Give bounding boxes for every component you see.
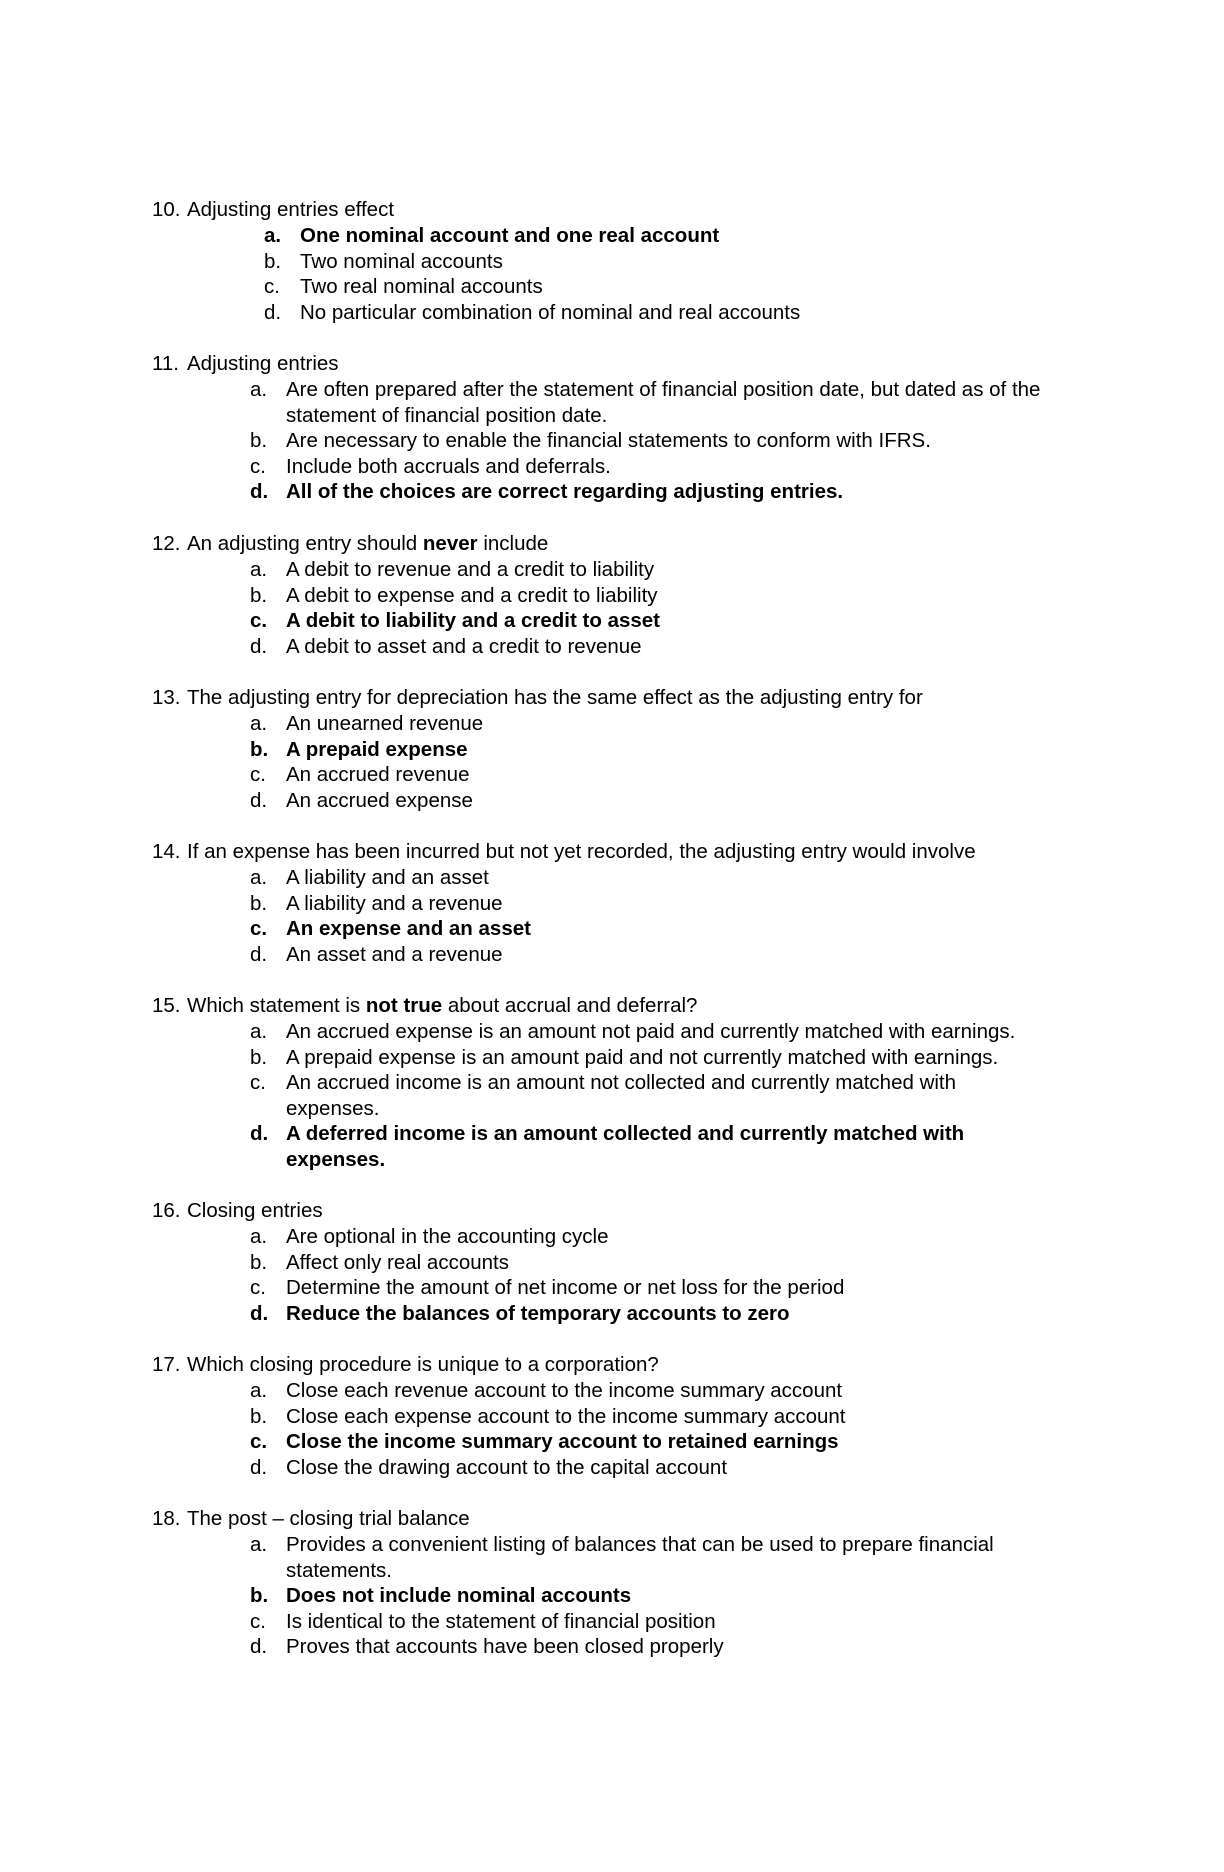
option-letter: b. bbox=[250, 1584, 269, 1608]
option-text: Are necessary to enable the financial statements to conform with IFRS. bbox=[286, 429, 931, 453]
option-list bbox=[0, 223, 1224, 325]
option-list bbox=[0, 557, 1224, 659]
option-text: Reduce the balances of temporary accounts to zero bbox=[286, 1301, 790, 1325]
option-text: Provides a convenient listing of balances that can be used to prepare financial statements. bbox=[286, 1533, 994, 1582]
option-letter: d. bbox=[250, 1122, 269, 1146]
option-b bbox=[0, 249, 1224, 275]
question-number: 17. bbox=[152, 1353, 181, 1376]
option-d bbox=[0, 634, 1224, 660]
option-letter: b. bbox=[250, 891, 268, 915]
option-letter: b. bbox=[250, 1250, 268, 1274]
option-letter: a. bbox=[250, 1225, 268, 1248]
stem-text: Adjusting entries bbox=[187, 352, 339, 375]
option-text: Two nominal accounts bbox=[300, 249, 503, 273]
option-letter: a. bbox=[250, 558, 268, 581]
option-d bbox=[0, 1634, 1224, 1660]
option-letter: d. bbox=[250, 1301, 269, 1325]
option-text: A prepaid expense is an amount paid and not currently matched with earnings. bbox=[286, 1045, 999, 1069]
option-letter: b. bbox=[250, 737, 269, 761]
option-text: Determine the amount of net income or net loss for the period bbox=[286, 1276, 845, 1300]
option-text: A prepaid expense bbox=[286, 737, 468, 761]
option-text: Affect only real accounts bbox=[286, 1250, 509, 1274]
option-text: A debit to liability and a credit to asset bbox=[286, 609, 661, 633]
option-letter: d. bbox=[250, 788, 268, 812]
option-letter: c. bbox=[250, 1071, 266, 1095]
option-b bbox=[0, 583, 1224, 609]
option-c bbox=[0, 1275, 1224, 1301]
option-b bbox=[0, 1045, 1224, 1071]
option-c bbox=[0, 762, 1224, 788]
option-letter: b. bbox=[250, 583, 268, 607]
question-stem bbox=[152, 1352, 659, 1378]
option-letter: d. bbox=[250, 1635, 268, 1659]
option-a bbox=[0, 1378, 1224, 1404]
question-stem bbox=[152, 1506, 470, 1532]
stem-text: If an expense has been incurred but not yet recorded, the adjusting entry would involve bbox=[187, 840, 976, 863]
option-text: An expense and an asset bbox=[286, 917, 531, 941]
option-text: A liability and an asset bbox=[286, 866, 489, 889]
option-d bbox=[0, 1301, 1224, 1327]
option-c bbox=[0, 1609, 1224, 1635]
question-stem bbox=[152, 993, 697, 1019]
option-text: Close each expense account to the income summary account bbox=[286, 1404, 846, 1428]
question-number: 14. bbox=[152, 840, 181, 863]
option-letter: d. bbox=[250, 942, 268, 966]
option-text: All of the choices are correct regarding adjusting entries. bbox=[286, 480, 844, 504]
option-text: One nominal account and one real account bbox=[300, 224, 720, 247]
option-text: A debit to revenue and a credit to liability bbox=[286, 558, 655, 581]
stem-text: include bbox=[477, 532, 549, 555]
option-list bbox=[0, 377, 1224, 505]
option-letter: a. bbox=[250, 1533, 268, 1556]
option-b bbox=[0, 891, 1224, 917]
option-letter: c. bbox=[250, 1430, 268, 1454]
option-text: Include both accruals and deferrals. bbox=[286, 454, 611, 478]
option-b bbox=[0, 1404, 1224, 1430]
option-letter: a. bbox=[250, 712, 268, 735]
option-d bbox=[0, 479, 1224, 505]
option-a bbox=[0, 377, 1224, 428]
option-letter: d. bbox=[264, 300, 282, 324]
option-c bbox=[0, 1429, 1224, 1455]
option-letter: c. bbox=[250, 1609, 266, 1633]
option-text: An asset and a revenue bbox=[286, 942, 503, 966]
option-list bbox=[0, 1532, 1224, 1660]
stem-text: Closing entries bbox=[187, 1199, 323, 1222]
question-number: 13. bbox=[152, 686, 181, 709]
stem-text: Which statement is bbox=[187, 994, 366, 1017]
option-c bbox=[0, 608, 1224, 634]
option-list bbox=[0, 1378, 1224, 1480]
option-letter: a. bbox=[250, 1020, 268, 1043]
option-text: Two real nominal accounts bbox=[300, 275, 543, 299]
option-letter: a. bbox=[264, 224, 282, 247]
option-letter: c. bbox=[264, 275, 280, 299]
option-d bbox=[0, 1121, 1224, 1172]
option-letter: d. bbox=[250, 480, 269, 504]
option-text: An accrued expense is an amount not paid and currently matched with earnings. bbox=[286, 1020, 1016, 1043]
question-number: 11. bbox=[152, 352, 179, 375]
stem-emphasis: not true bbox=[365, 994, 443, 1017]
question-number: 18. bbox=[152, 1507, 181, 1530]
option-c bbox=[0, 916, 1224, 942]
option-d bbox=[0, 942, 1224, 968]
option-letter: b. bbox=[250, 1045, 268, 1069]
option-b bbox=[0, 1250, 1224, 1276]
option-a bbox=[0, 557, 1224, 583]
option-c bbox=[0, 274, 1224, 300]
question-stem bbox=[152, 1198, 323, 1224]
option-letter: c. bbox=[250, 917, 268, 941]
question-number: 16. bbox=[152, 1199, 181, 1222]
option-letter: b. bbox=[264, 249, 282, 273]
option-letter: a. bbox=[250, 378, 268, 401]
option-letter: c. bbox=[250, 1276, 266, 1300]
option-a bbox=[0, 1224, 1224, 1250]
option-text: Close the drawing account to the capital account bbox=[286, 1455, 728, 1479]
option-list bbox=[0, 1019, 1224, 1173]
option-letter: b. bbox=[250, 1404, 268, 1428]
stem-text: An adjusting entry should bbox=[187, 532, 423, 555]
option-letter: c. bbox=[250, 609, 268, 633]
option-text: Close each revenue account to the income summary account bbox=[286, 1379, 843, 1402]
option-b bbox=[0, 428, 1224, 454]
option-letter: a. bbox=[250, 1379, 268, 1402]
option-text: An unearned revenue bbox=[286, 712, 484, 735]
option-list bbox=[0, 865, 1224, 967]
stem-text: Adjusting entries effect bbox=[187, 198, 395, 221]
option-text: Proves that accounts have been closed properly bbox=[286, 1635, 724, 1659]
option-letter: d. bbox=[250, 634, 268, 658]
option-c bbox=[0, 454, 1224, 480]
option-text: Close the income summary account to retained earnings bbox=[286, 1430, 839, 1454]
option-text: A debit to expense and a credit to liability bbox=[286, 583, 658, 607]
option-text: Are optional in the accounting cycle bbox=[286, 1225, 609, 1248]
option-text: An accrued revenue bbox=[286, 763, 470, 787]
option-text: No particular combination of nominal and real accounts bbox=[300, 300, 801, 324]
stem-text: The adjusting entry for depreciation has the same effect as the adjusting entry for bbox=[187, 686, 923, 709]
option-letter: a. bbox=[250, 866, 268, 889]
option-letter: b. bbox=[250, 429, 268, 453]
question-number: 10. bbox=[152, 198, 181, 221]
option-d bbox=[0, 1455, 1224, 1481]
option-list bbox=[0, 1224, 1224, 1326]
question-stem bbox=[152, 531, 548, 557]
question-stem bbox=[152, 685, 923, 711]
option-text: A deferred income is an amount collected and currently matched with expenses. bbox=[286, 1122, 965, 1171]
question-stem bbox=[152, 351, 339, 377]
stem-text: about accrual and deferral? bbox=[442, 994, 698, 1017]
option-text: Are often prepared after the statement of financial position date, but dated as of the statement of financial position date. bbox=[286, 378, 1041, 427]
option-c bbox=[0, 1070, 1224, 1121]
question-number: 12. bbox=[152, 532, 181, 555]
option-a bbox=[0, 1532, 1224, 1583]
option-a bbox=[0, 711, 1224, 737]
option-letter: d. bbox=[250, 1455, 268, 1479]
option-letter: c. bbox=[250, 454, 266, 478]
stem-text: The post – closing trial balance bbox=[187, 1507, 470, 1530]
option-list bbox=[0, 711, 1224, 813]
option-b bbox=[0, 1583, 1224, 1609]
stem-text: Which closing procedure is unique to a corporation? bbox=[187, 1353, 659, 1376]
option-text: Is identical to the statement of financial position bbox=[286, 1609, 716, 1633]
question-stem bbox=[152, 197, 394, 223]
option-text: A debit to asset and a credit to revenue bbox=[286, 634, 642, 658]
option-d bbox=[0, 300, 1224, 326]
question-number: 15. bbox=[152, 994, 181, 1017]
option-text: An accrued income is an amount not collected and currently matched with expenses. bbox=[286, 1071, 957, 1120]
option-a bbox=[0, 223, 1224, 249]
option-text: Does not include nominal accounts bbox=[286, 1584, 632, 1608]
option-text: A liability and a revenue bbox=[286, 891, 503, 915]
stem-emphasis: never bbox=[422, 532, 478, 555]
option-a bbox=[0, 1019, 1224, 1045]
option-a bbox=[0, 865, 1224, 891]
option-letter: c. bbox=[250, 763, 266, 787]
option-d bbox=[0, 788, 1224, 814]
option-text: An accrued expense bbox=[286, 788, 473, 812]
question-stem bbox=[152, 839, 976, 865]
option-b bbox=[0, 737, 1224, 763]
